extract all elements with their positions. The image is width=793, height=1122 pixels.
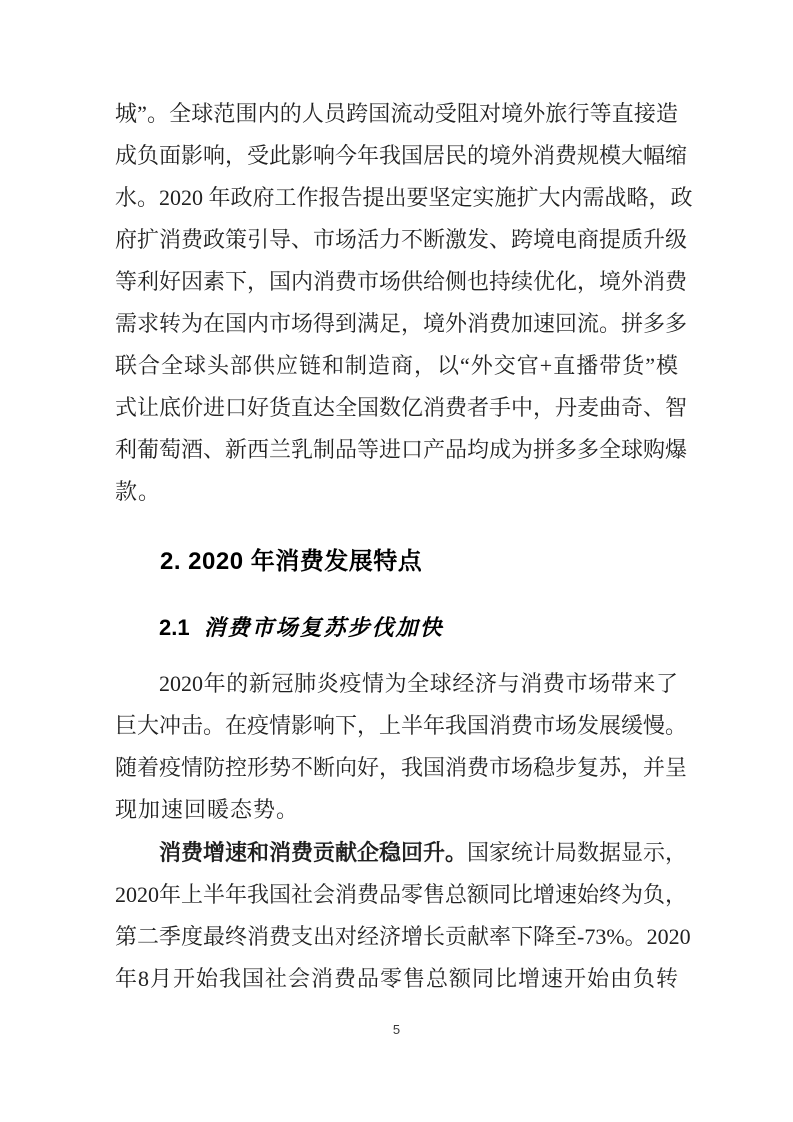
body-line: 第二季度最终消费支出对经济增长贡献率下降至-73%。2020: [115, 924, 691, 949]
body-line: 利葡萄酒、新西兰乳制品等进口产品均成为拼多多全球购爆: [115, 437, 688, 462]
paragraph-overseas-consumption: [115, 93, 693, 513]
paragraph-pandemic-impact: [115, 663, 688, 831]
body-line: 年8月开始我国社会消费品零售总额同比增速开始由负转: [115, 966, 678, 991]
page-number: 5: [392, 1022, 401, 1037]
body-line: 需求转为在国内市场得到满足，境外消费加速回流。拼多多: [115, 311, 688, 336]
lead-rest: 国家统计局数据显示，: [467, 840, 688, 865]
body-line: [115, 832, 688, 874]
subsection-title: 消费市场复苏步伐加快: [203, 615, 444, 640]
body-line: 款。: [115, 479, 162, 504]
body-line: 巨大冲击。在疫情影响下，上半年我国消费市场发展缓慢。: [115, 713, 688, 738]
section-heading-2020-consumption-features: 2. 2020 年消费发展特点: [160, 548, 423, 575]
body-line: 现加速回暖态势。: [115, 797, 300, 822]
subsection-heading-market-recovery: [115, 612, 678, 644]
body-line: 府扩消费政策引导、市场活力不断激发、跨境电商提质升级: [115, 227, 688, 252]
bold-lead-in: 消费增速和消费贡献企稳回升。: [159, 840, 468, 865]
body-line: 式让底价进口好货直达全国数亿消费者手中，丹麦曲奇、智: [115, 395, 688, 420]
subsection-number: 2.1: [159, 615, 190, 640]
body-line: 城”。全球范围内的人员跨国流动受阻对境外旅行等直接造: [115, 101, 678, 126]
page-content: [115, 0, 693, 1000]
body-line: 等利好因素下，国内消费市场供给侧也持续优化，境外消费: [115, 269, 688, 294]
body-line: 水。2020 年政府工作报告提出要坚定实施扩大内需战略，政: [115, 185, 693, 210]
body-line: 2020年上半年我国社会消费品零售总额同比增速始终为负，: [115, 882, 688, 907]
paragraph-consumption-growth: [115, 832, 691, 1000]
body-line: 联合全球头部供应链和制造商，以“外交官+直播带货”模: [115, 353, 678, 378]
body-line: 成负面影响，受此影响今年我国居民的境外消费规模大幅缩: [115, 143, 688, 168]
body-line: 2020年的新冠肺炎疫情为全球经济与消费市场带来了: [159, 671, 678, 696]
body-line: 随着疫情防控形势不断向好，我国消费市场稳步复苏，并呈: [115, 755, 688, 780]
